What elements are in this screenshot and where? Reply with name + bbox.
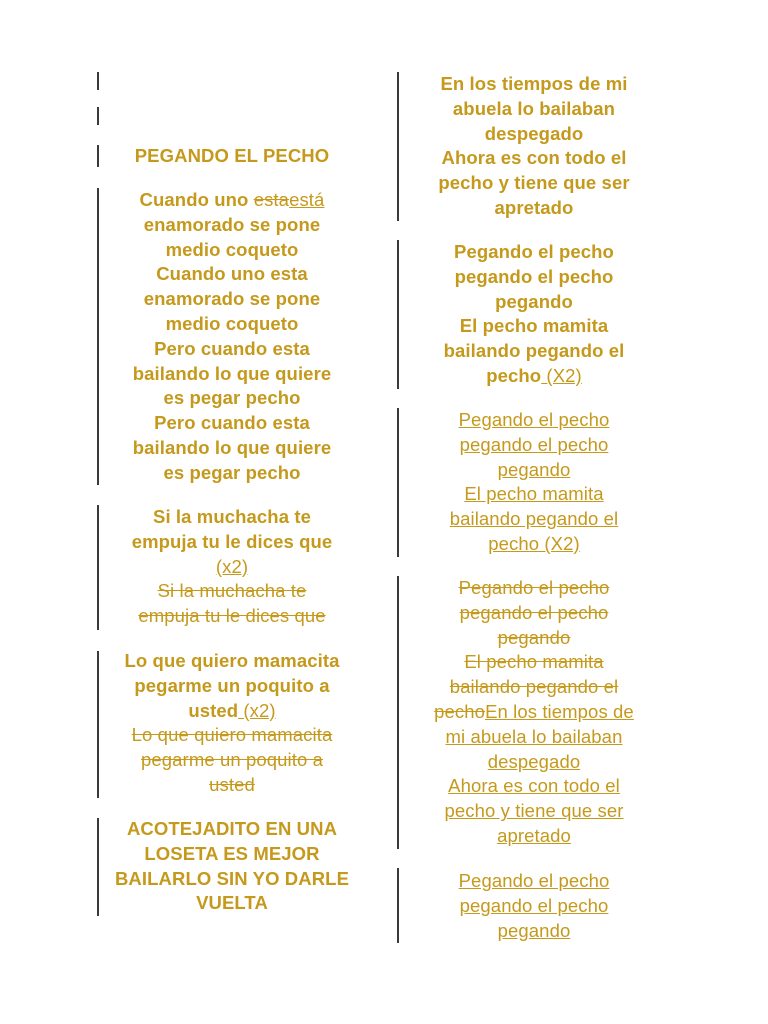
deleted-text: pecho <box>434 700 486 722</box>
inserted-text: (X2) <box>541 364 582 386</box>
lyric-line <box>410 700 658 725</box>
inserted-text: pegando <box>497 919 571 941</box>
verse-2 <box>104 505 360 629</box>
inserted-text: (x2) <box>215 555 249 577</box>
lyric-line: enamorado se pone <box>143 213 321 235</box>
lyric-line: BAILARLO SIN YO DARLE <box>114 867 350 889</box>
verse-3 <box>104 649 360 798</box>
change-bar <box>397 72 399 221</box>
lyric-line: despegado <box>484 122 584 144</box>
inserted-text: pecho (X2) <box>488 532 580 554</box>
lyric-text: Cuando uno <box>139 189 254 210</box>
lyric-line: pecho y tiene que ser <box>438 172 630 194</box>
inserted-text: (x2) <box>238 699 276 721</box>
lyric-text: pecho <box>486 364 542 386</box>
verse-1 <box>104 188 360 486</box>
inserted-text: Pegando el pecho <box>458 409 610 430</box>
verse-right-1 <box>410 72 658 221</box>
deleted-text: esta <box>253 189 290 210</box>
lyric-line: medio coqueto <box>165 238 299 260</box>
title-line: PEGANDO EL PECHO <box>134 145 330 166</box>
lyric-line: En los tiempos de mi <box>440 73 628 94</box>
inserted-text: En los tiempos de <box>485 700 634 722</box>
deleted-text: Si la muchacha te <box>157 580 307 602</box>
inserted-text: El pecho mamita <box>464 483 604 505</box>
verse-4 <box>104 817 360 916</box>
lyric-line: bailando pegando el <box>443 340 625 362</box>
inserted-text: pegando <box>497 458 571 480</box>
inserted-text: bailando pegando el <box>449 508 619 530</box>
lyric-line <box>104 188 360 213</box>
deleted-text: pegando <box>497 626 571 648</box>
change-bar <box>97 651 99 798</box>
deleted-text: pegando el pecho <box>459 601 609 623</box>
lyric-line: abuela lo bailaban <box>452 97 616 119</box>
change-bar <box>97 188 99 485</box>
chorus-2 <box>410 408 658 557</box>
change-bar <box>97 818 99 916</box>
lyric-line: pegando <box>495 290 573 312</box>
change-bar <box>397 868 399 943</box>
lyric-line: es pegar pecho <box>163 387 301 409</box>
change-bar <box>97 72 99 90</box>
lyric-line: Si la muchacha te <box>153 506 311 527</box>
deleted-text: pegarme un poquito a <box>141 749 323 771</box>
lyric-line: Cuando uno esta <box>156 263 308 285</box>
chorus-1 <box>410 240 658 389</box>
deleted-text: usted <box>209 773 255 795</box>
inserted-text: Pegando el pecho <box>458 870 610 891</box>
lyric-line <box>104 699 360 724</box>
inserted-text: está <box>289 189 325 210</box>
chorus-3 <box>410 576 658 849</box>
lyric-line: enamorado se pone <box>143 288 321 310</box>
inserted-text: pecho y tiene que ser <box>444 800 624 822</box>
lyric-line: Pero cuando esta <box>154 412 310 434</box>
inserted-text: pegando el pecho <box>459 894 609 916</box>
inserted-text: despegado <box>487 750 581 772</box>
lyric-line: El pecho mamita <box>459 315 609 337</box>
chorus-4 <box>410 869 658 943</box>
lyric-line: Ahora es con todo el <box>441 147 627 169</box>
change-bar <box>397 576 399 849</box>
deleted-text: empuja tu le dices que <box>138 605 326 627</box>
deleted-text: bailando pegando el <box>449 676 619 698</box>
deleted-text: El pecho mamita <box>464 651 604 673</box>
song-title <box>104 144 360 169</box>
lyric-line: pegarme un poquito a <box>134 674 330 696</box>
inserted-text: pegando el pecho <box>459 433 609 455</box>
lyric-line: empuja tu le dices que <box>131 530 333 552</box>
lyric-line: Pegando el pecho <box>454 241 614 262</box>
lyric-line: LOSETA ES MEJOR <box>144 842 320 864</box>
lyric-line: bailando lo que quiere <box>132 436 332 458</box>
lyric-line: VUELTA <box>196 892 268 914</box>
change-bar <box>397 240 399 389</box>
lyric-line: bailando lo que quiere <box>132 362 332 384</box>
inserted-text: mi abuela lo bailaban <box>445 725 623 747</box>
change-bar <box>97 107 99 125</box>
lyric-line: ACOTEJADITO EN UNA <box>126 818 338 839</box>
lyric-line: Pero cuando esta <box>154 337 310 359</box>
inserted-text: Ahora es con todo el <box>448 775 620 797</box>
change-bar <box>97 145 99 167</box>
lyric-text: usted <box>188 699 239 721</box>
lyric-line: pegando el pecho <box>454 265 614 287</box>
deleted-text: Lo que quiero mamacita <box>131 724 333 746</box>
lyric-line <box>410 364 658 389</box>
change-bar <box>397 408 399 557</box>
lyric-line: apretado <box>494 196 574 218</box>
lyric-line: es pegar pecho <box>163 461 301 483</box>
change-bar <box>97 505 99 630</box>
lyric-line: medio coqueto <box>165 312 299 334</box>
lyric-line: Lo que quiero mamacita <box>124 650 340 671</box>
deleted-text: Pegando el pecho <box>458 577 610 598</box>
inserted-text: apretado <box>497 824 571 846</box>
